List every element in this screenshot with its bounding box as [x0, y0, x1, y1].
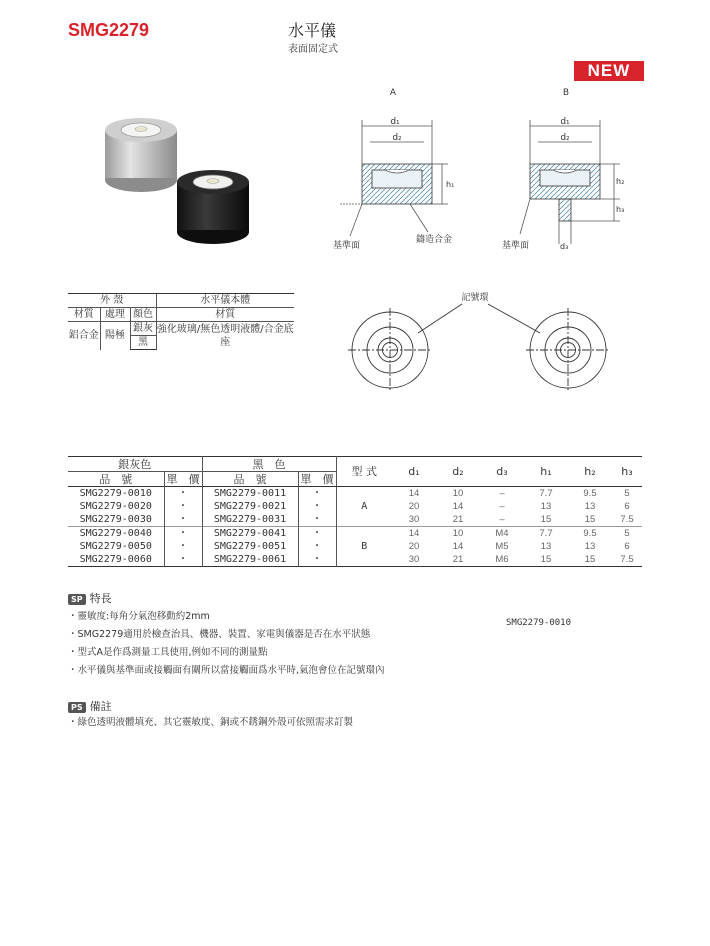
type-a-h1: h₁: [446, 180, 455, 189]
product-photo: [95, 110, 255, 245]
type-b-h2: h₂: [616, 177, 625, 186]
new-badge: NEW: [574, 61, 644, 81]
type-b-drawing: [520, 120, 620, 244]
feature-item: ・型式A是作爲測量工具使用,例如不同的測量點: [68, 647, 268, 658]
materials-table: 外 殼 水平儀本體 材質 處理 顏色 材質 鋁合金 陽極 銀灰 強化玻璃/無色透明液體/合金底座 黑: [68, 295, 294, 348]
type-cell: B: [336, 527, 392, 567]
spec-row: SMG2279-0050 ・ SMG2279-0051 ・ 20 14 M5 13 13 6: [79, 541, 630, 552]
alloy-label: 鑄造合金: [416, 235, 453, 245]
sp-icon: SP: [68, 594, 86, 605]
spec-table: 銀灰色 黑 色 型 式 d₁ d₂ d₃ h₁ h₂ h₃ 品 號 單 價 品 號 單 價 SMG2279-0010 ・ SMG2279-0011 ・ A 14 10 – 7.7 9.5 5 SMG2279-0020 ・ SMG2279-0021 ・ 20 14 – 13 13 6 SMG2279-0030 ・ SMG2279-0031 ・ 30 21 – 15 15 7.5 SMG2279-0040 ・ SMG2279-0041 ・ B 14 10 M4 7.7 9.5 5 SMG2279-0050 ・ SMG2279-0051 ・ 20 14 M5 13 13 6 SMG2279-0060 ・ SMG2279-0061 ・ 30 21 M6 15 15 7.5: [68, 456, 642, 567]
notes-list: [68, 714, 488, 732]
ps-icon: PS: [68, 702, 86, 713]
type-b-d1: d₁: [560, 117, 570, 127]
notes-heading: PS 備註: [68, 698, 112, 714]
note-item: ・綠色透明液體填充、其它靈敏度、銅或不銹鋼外殼可依照需求訂製: [68, 717, 354, 728]
type-cell: A: [336, 487, 392, 527]
page-subtitle: 表面固定式: [288, 44, 338, 55]
spec-row: SMG2279-0040 ・ SMG2279-0041 ・ B 14 10 M4 7.7 9.5 5: [68, 527, 642, 541]
page-title: 水平儀: [288, 21, 337, 40]
type-a-base: 基準面: [333, 241, 361, 251]
type-b-label: B: [562, 88, 570, 98]
features-heading: SP 特長: [68, 590, 112, 606]
type-a-d1: d₁: [390, 117, 400, 127]
feature-item: ・水平儀與基準面或接觸面有關所以當接觸面爲水平時,氣泡會位在記號環內: [68, 665, 385, 676]
type-a-d2: d₂: [392, 133, 402, 143]
feature-item: ・靈敏度:每角分氣泡移動約2mm: [68, 611, 210, 622]
feature-item: ・SMG2279適用於檢查治具、機器、裝置、家電與儀器是否在水平狀態: [68, 629, 371, 640]
spec-row: SMG2279-0010 ・ SMG2279-0011 ・ A 14 10 – 7.7 9.5 5: [68, 487, 642, 501]
type-b-base: 基準面: [502, 241, 530, 251]
ring-label: 記號環: [461, 293, 489, 303]
type-a-label: A: [389, 88, 397, 98]
silver-level-image: [105, 118, 177, 192]
type-b-h3: h₃: [616, 205, 625, 214]
spec-row: SMG2279-0030 ・ SMG2279-0031 ・ 30 21 – 15 15 7.5: [79, 514, 634, 525]
spec-row: SMG2279-0060 ・ SMG2279-0061 ・ 30 21 M6 15 15 7.5: [68, 553, 642, 567]
type-b-d2: d₂: [560, 133, 570, 143]
black-level-image: [177, 170, 249, 244]
example-part-number: SMG2279-0010: [506, 618, 572, 628]
product-code: SMG2279: [68, 20, 150, 40]
spec-row: SMG2279-0020 ・ SMG2279-0021 ・ 20 14 – 13 13 6: [79, 501, 630, 512]
top-view-drawing: [340, 288, 640, 408]
type-b-d3: d₃: [560, 242, 569, 251]
features-list: [68, 608, 488, 680]
dimension-drawing: [320, 84, 650, 264]
